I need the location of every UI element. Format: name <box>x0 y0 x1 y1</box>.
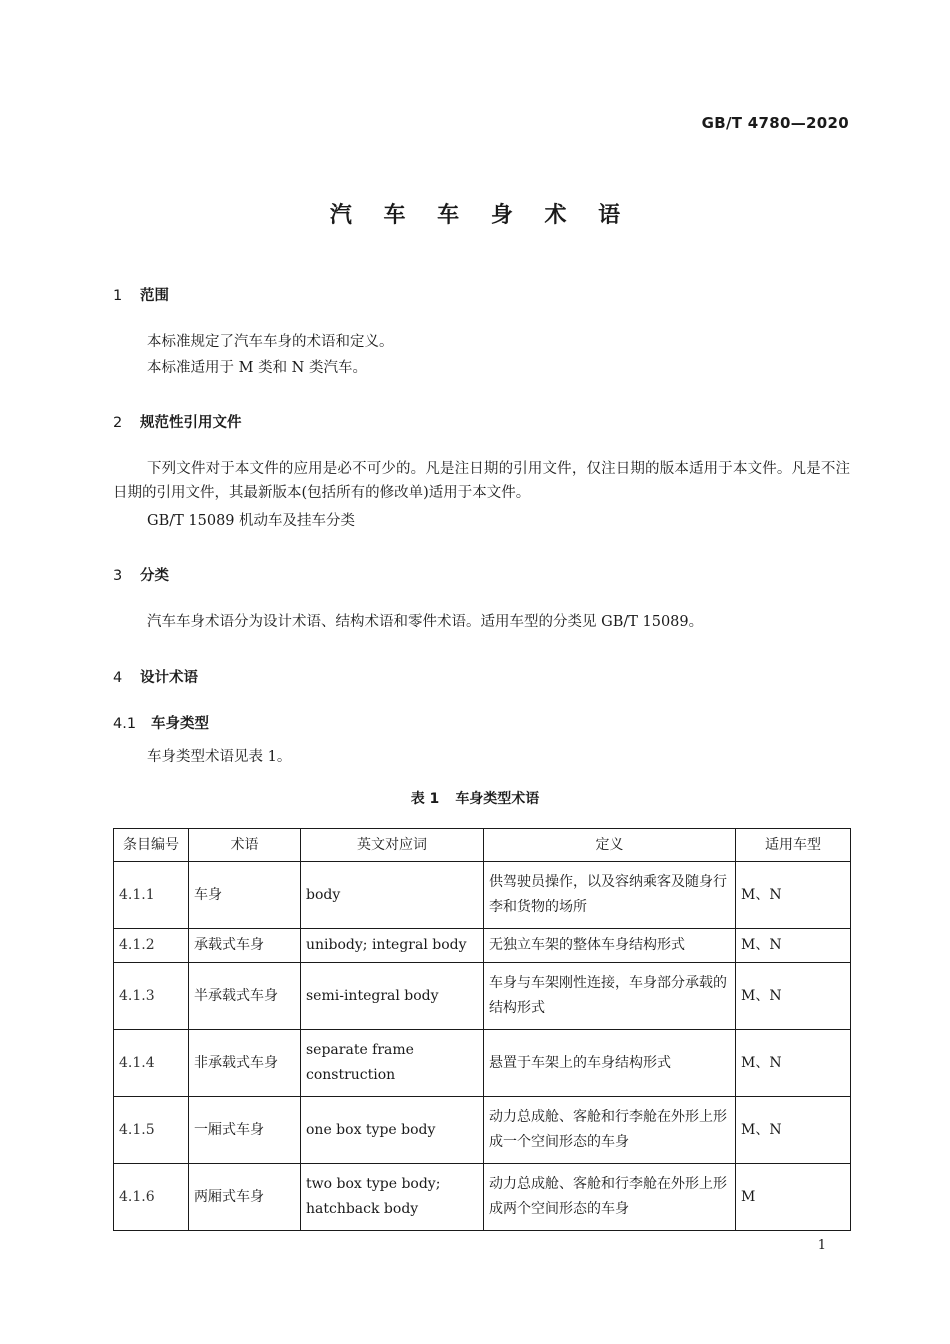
table-caption <box>0 788 950 808</box>
definition-cell: 悬置于车架上的车身结构形式 <box>484 1030 736 1097</box>
column-header: 术语 <box>189 829 301 862</box>
section-title: 规范性引用文件 <box>140 415 242 431</box>
english-cell: one box type body <box>301 1097 484 1164</box>
definition-cell: 车身与车架刚性连接，车身部分承载的结构形式 <box>484 963 736 1030</box>
section-number: 1 <box>113 288 123 304</box>
english-cell: unibody; integral body <box>301 929 484 963</box>
definition-cell: 动力总成舱、客舱和行李舱在外形上形成两个空间形态的车身 <box>484 1164 736 1231</box>
term-cell: 非承载式车身 <box>189 1030 301 1097</box>
table-title: 车身类型术语 <box>455 791 540 807</box>
section-title: 车身类型 <box>151 716 209 732</box>
applicable-cell: M、N <box>736 1097 851 1164</box>
column-header: 适用车型 <box>736 829 851 862</box>
term-cell: 半承载式车身 <box>189 963 301 1030</box>
section-number: 2 <box>113 415 123 431</box>
reference-title: 机动车及挂车分类 <box>239 513 355 529</box>
standard-code: GB/T 4780—2020 <box>701 114 849 132</box>
english-cell: semi-integral body <box>301 963 484 1030</box>
reference-code: GB/T 15089 <box>147 513 235 529</box>
english-cell: two box type body; hatchback body <box>301 1164 484 1231</box>
english-cell: separate frame construction <box>301 1030 484 1097</box>
section-number: 3 <box>113 568 123 584</box>
paragraph: 本标准规定了汽车车身的术语和定义。 <box>147 334 394 350</box>
table-row <box>114 1097 851 1164</box>
paragraph: 汽车车身术语分为设计术语、结构术语和零件术语。适用车型的分类见 GB/T 15089。 <box>147 614 704 630</box>
column-header: 定义 <box>484 829 736 862</box>
table-row <box>114 862 851 929</box>
definition-cell: 动力总成舱、客舱和行李舱在外形上形成一个空间形态的车身 <box>484 1097 736 1164</box>
section-title: 设计术语 <box>140 670 198 686</box>
paragraph: 下列文件对于本文件的应用是必不可少的。凡是注日期的引用文件，仅注日期的版本适用于本文件。凡是不注日期的引用文件，其最新版本(包括所有的修改单)适用于本文件。 <box>113 461 850 501</box>
section-1-heading <box>113 284 169 305</box>
section-number: 4 <box>113 670 123 686</box>
paragraph: 车身类型术语见表 1。 <box>147 749 292 765</box>
entry-number-cell: 4.1.4 <box>114 1030 189 1097</box>
page-number: 1 <box>817 1238 826 1253</box>
term-cell: 两厢式车身 <box>189 1164 301 1231</box>
applicable-cell: M <box>736 1164 851 1231</box>
column-header: 英文对应词 <box>301 829 484 862</box>
section-2-heading <box>113 411 242 432</box>
entry-number-cell: 4.1.1 <box>114 862 189 929</box>
column-header: 条目编号 <box>114 829 189 862</box>
entry-number-cell: 4.1.6 <box>114 1164 189 1231</box>
applicable-cell: M、N <box>736 929 851 963</box>
table-row <box>114 1164 851 1231</box>
applicable-cell: M、N <box>736 862 851 929</box>
entry-number-cell: 4.1.5 <box>114 1097 189 1164</box>
entry-number-cell: 4.1.2 <box>114 929 189 963</box>
section-3-heading <box>113 564 169 585</box>
definition-cell: 供驾驶员操作，以及容纳乘客及随身行李和货物的场所 <box>484 862 736 929</box>
normative-reference <box>147 509 355 533</box>
section-title: 分类 <box>140 568 169 584</box>
term-cell: 车身 <box>189 862 301 929</box>
term-cell: 一厢式车身 <box>189 1097 301 1164</box>
applicable-cell: M、N <box>736 963 851 1030</box>
applicable-cell: M、N <box>736 1030 851 1097</box>
table-header-row <box>114 829 851 862</box>
definition-cell: 无独立车架的整体车身结构形式 <box>484 929 736 963</box>
section-title: 范围 <box>140 288 169 304</box>
term-cell: 承载式车身 <box>189 929 301 963</box>
document-title: 汽 车 车 身 术 语 <box>329 203 633 228</box>
section-4-heading <box>113 666 198 687</box>
terms-table <box>113 828 851 1231</box>
section-number: 4.1 <box>113 716 137 732</box>
section-4-1-heading <box>113 712 209 733</box>
entry-number-cell: 4.1.3 <box>114 963 189 1030</box>
table-number: 表 1 <box>410 791 440 807</box>
english-cell: body <box>301 862 484 929</box>
table-row <box>114 929 851 963</box>
table-row <box>114 1030 851 1097</box>
table-row <box>114 963 851 1030</box>
paragraph: 本标准适用于 M 类和 N 类汽车。 <box>147 360 367 376</box>
